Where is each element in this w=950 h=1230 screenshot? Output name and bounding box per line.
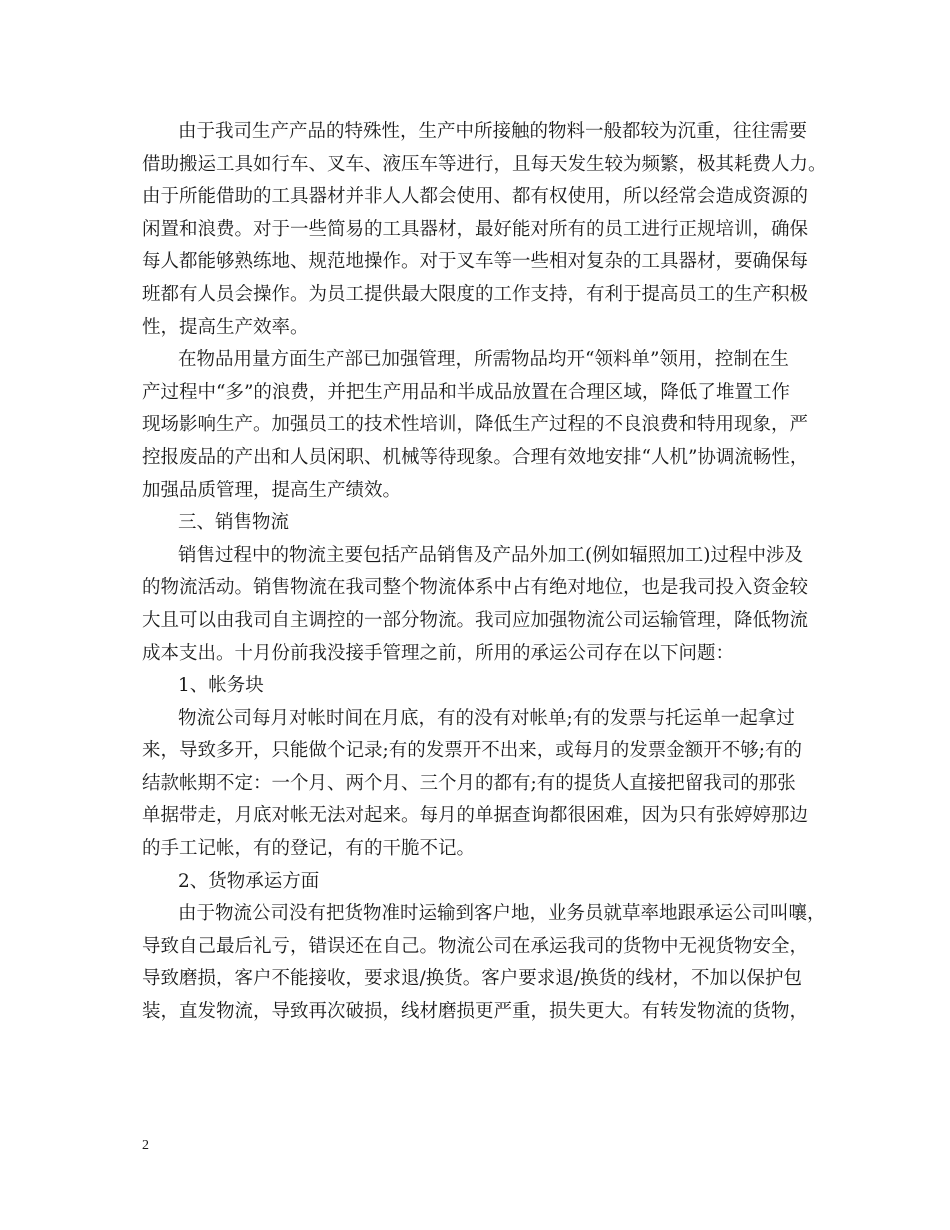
subsection-heading: 2、货物承运方面 xyxy=(178,870,320,892)
section-heading: 三、销售物流 xyxy=(178,512,290,534)
text-line: 班都有人员会操作。为员工提供最大限度的工作支持，有利于提高员工的生产积极 xyxy=(142,283,809,305)
text-line: 来，导致多开，只能做个记录;有的发票开不出来，或每月的发票金额开不够;有的 xyxy=(142,740,802,762)
text-line: 由于物流公司没有把货物准时运输到客户地，业务员就草率地跟承运公司叫嚷， xyxy=(178,903,826,925)
text-line: 成本支出。十月份前我没接手管理之前，所用的承运公司存在以下问题： xyxy=(142,642,735,664)
text-line: 的物流活动。销售物流在我司整个物流体系中占有绝对地位，也是我司投入资金较 xyxy=(142,577,809,599)
text-line: 借助搬运工具如行车、叉车、液压车等进行，且每天发生较为频繁，极其耗费人力。 xyxy=(142,153,827,175)
text-line: 由于我司生产产品的特殊性，生产中所接触的物料一般都较为沉重，往往需要 xyxy=(178,121,808,142)
text-line: 装，直发物流，导致再次破损，线材磨损更严重，损失更大。有转发物流的货物， xyxy=(142,1001,809,1023)
text-line: 每人都能够熟练地、规范地操作。对于叉车等一些相对复杂的工具器材，要确保每 xyxy=(142,251,809,273)
text-line: 导致磨损，客户不能接收，要求退/换货。客户要求退/换货的线材，不加以保护包 xyxy=(142,968,802,990)
page-number: 2 xyxy=(142,1138,149,1153)
text-line: 闲置和浪费。对于一些简易的工具器材，最好能对所有的员工进行正规培训，确保 xyxy=(142,218,809,240)
text-line: 物流公司每月对帐时间在月底，有的没有对帐单;有的发票与托运单一起拿过 xyxy=(178,707,795,729)
text-line: 加强品质管理，提高生产绩效。 xyxy=(142,479,402,501)
document-body xyxy=(142,116,827,1029)
text-line: 控报废品的产出和人员闲职、机械等待现象。合理有效地安排“人机”协调流畅性， xyxy=(142,446,809,468)
text-line: 销售过程中的物流主要包括产品销售及产品外加工(例如辐照加工)过程中涉及 xyxy=(178,544,803,566)
text-line: 大且可以由我司自主调控的一部分物流。我司应加强物流公司运输管理，降低物流 xyxy=(142,609,809,631)
text-line: 由于所能借助的工具器材并非人人都会使用、都有权使用，所以经常会造成资源的 xyxy=(142,186,809,208)
text-line: 现场影响生产。加强员工的技术性培训，降低生产过程的不良浪费和特用现象，严 xyxy=(142,414,809,436)
text-line: 导致自己最后礼亏，错误还在自己。物流公司在承运我司的货物中无视货物安全， xyxy=(142,935,809,957)
text-line: 性，提高生产效率。 xyxy=(142,316,309,338)
text-line: 在物品用量方面生产部已加强管理，所需物品均开“领料单”领用，控制在生 xyxy=(178,349,789,371)
text-line: 结款帐期不定：一个月、两个月、三个月的都有;有的提货人直接把留我司的那张 xyxy=(142,772,796,794)
text-line: 的手工记帐，有的登记，有的干脆不记。 xyxy=(142,838,476,860)
text-line: 产过程中“多”的浪费，并把生产用品和半成品放置在合理区域，降低了堆置工作 xyxy=(142,381,790,403)
text-line: 单据带走，月底对帐无法对起来。每月的单据查询都很困难，因为只有张婷婷那边 xyxy=(142,805,809,827)
subsection-heading: 1、帐务块 xyxy=(178,675,264,697)
